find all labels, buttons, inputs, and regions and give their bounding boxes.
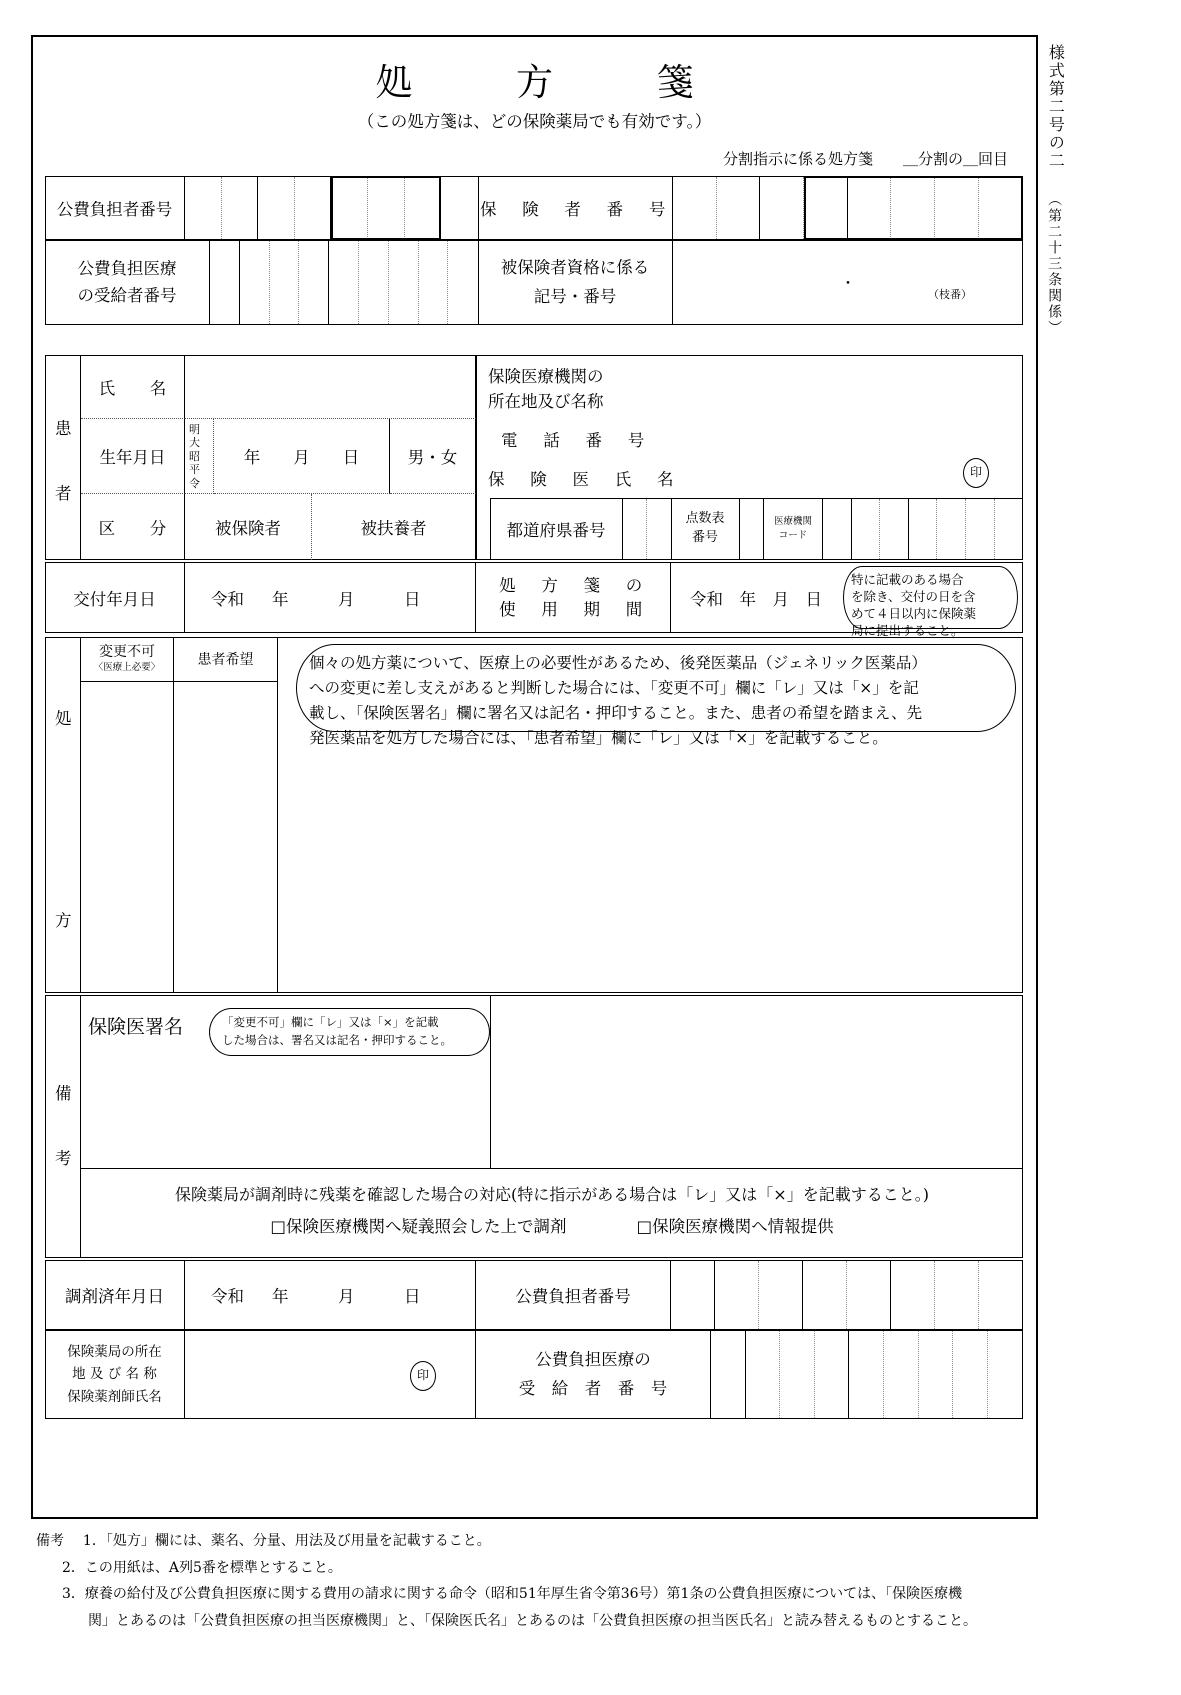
branch-number-label: （枝番） (928, 288, 972, 301)
institution-phone-label: 電 話 番 号 (501, 431, 649, 450)
issue-date-era: 令和 (211, 589, 244, 609)
issue-date-units: 年 月 日 (272, 589, 421, 609)
validity-line2: 使 用 期 間 (499, 599, 647, 619)
institution-code-line1: 医療機関 (773, 515, 812, 527)
dispensing-public-payer-cells[interactable] (671, 1261, 1023, 1329)
public-recipient-line1: 公費負担医療の (535, 1350, 651, 1370)
insured-qualification-label (478, 240, 673, 325)
patient-name-input[interactable] (185, 355, 476, 419)
qualification-dot: ・ (840, 274, 856, 292)
remarks-section-label (45, 995, 81, 1258)
public-payer-number-label: 公費負担者番号 (45, 176, 185, 240)
institution-code-cells[interactable] (823, 499, 1023, 559)
split-instruction-label: 分割指示に係る処方箋 (722, 150, 873, 168)
points-table-number-label (671, 498, 740, 560)
generic-note-line3: 載し、「保険医署名」欄に署名又は記名・押印すること。また、患者の希望を踏まえ、先 (309, 704, 923, 723)
prescription-label-char-1: 処 (55, 709, 72, 728)
patient-category-dependent[interactable]: 被扶養者 (312, 494, 476, 560)
validity-period-label (476, 562, 671, 633)
public-payer-number-emphasis-box (331, 176, 441, 240)
patient-request-checkbox-column[interactable] (174, 682, 278, 993)
patient-section-label (45, 355, 81, 560)
no-change-header (81, 637, 174, 682)
insurer-number-emphasis-box (804, 176, 1023, 240)
insurer-number-label: 保 険 者 番 号 (478, 176, 673, 240)
patient-category-insured[interactable]: 被保険者 (185, 494, 312, 560)
form-style-label: 様式第二号の二 (1046, 44, 1066, 170)
public-recipient-number-line2: の受給者番号 (77, 285, 177, 305)
doctor-seal-icon (963, 458, 989, 488)
issue-date-value[interactable] (185, 562, 476, 633)
pharmacy-label (45, 1330, 185, 1419)
signature-note-line1: 「変更不可」欄に「レ」又は「×」を記載 (222, 1015, 439, 1029)
footnote-text-2: 2．この用紙は、A列5番を標準とすること。 (62, 1559, 342, 1576)
generic-note-line4: 発医薬品を処方した場合には、「患者希望」欄に「レ」又は「×」を記載すること。 (309, 729, 888, 748)
institution-doctor-name-label: 保 険 医 氏 名 (488, 470, 679, 489)
patient-birthdate-value[interactable]: 年 月 日 (214, 419, 390, 494)
patient-gender[interactable]: 男・女 (390, 419, 476, 494)
prescription-label-char-2: 方 (55, 911, 72, 930)
checkbox-information[interactable]: □保険医療機関へ情報提供 (636, 1217, 834, 1236)
signature-note (209, 1008, 490, 1056)
pharmacy-input[interactable] (185, 1330, 476, 1419)
era-showa: 昭 (189, 449, 200, 463)
issue-date-label: 交付年月日 (45, 562, 185, 633)
validity-note-line3: めて４日以内に保険薬 (851, 605, 977, 621)
remarks-divider (81, 1168, 1023, 1169)
prefecture-number-label: 都道府県番号 (490, 498, 623, 560)
public-recipient-number-label (45, 240, 210, 325)
footnote-text-1: 1．「処方」欄には、薬名、分量、用法及び用量を記載すること。 (82, 1533, 491, 1549)
institution-code-line2: コード (778, 530, 808, 541)
checkbox-inquiry[interactable]: □保険医療機関へ疑義照会した上で調剤 (270, 1217, 567, 1236)
points-table-number-cell[interactable] (740, 499, 764, 559)
insured-qualification-value[interactable] (673, 240, 1023, 325)
validity-note-line1: 特に記載のある場合 (851, 572, 964, 587)
public-recipient-number-line1: 公費負担医療 (77, 259, 177, 279)
dispensed-date-units: 年 月 日 (272, 1287, 421, 1306)
footnote-item-3 (36, 1581, 1046, 1608)
patient-name-label: 氏 名 (81, 355, 185, 419)
dispensing-public-recipient-label (476, 1330, 711, 1419)
generic-note-line1: 個々の処方薬について、医療上の必要性があるため、後発医薬品（ジェネリック医薬品） (309, 654, 927, 672)
pharmacy-line3: 保険薬剤師氏名 (67, 1388, 162, 1405)
patient-era-column[interactable] (185, 419, 214, 494)
validity-period-note (843, 566, 1018, 638)
no-change-line1: 変更不可 (99, 644, 155, 661)
dispensed-date-label: 調剤済年月日 (45, 1260, 185, 1330)
points-table-line1: 点数表 (685, 511, 725, 527)
patient-category-label: 区 分 (81, 494, 185, 560)
public-recipient-line2: 受 給 者 番 号 (518, 1378, 668, 1398)
institution-address-line1: 保険医療機関の (488, 367, 604, 386)
page-title: 処 方 箋 (375, 61, 727, 104)
public-recipient-number-cells[interactable] (210, 241, 478, 324)
institution-code-label (764, 498, 823, 560)
era-meiji: 明 (189, 423, 200, 436)
pharmacist-seal-icon (410, 1361, 436, 1391)
institution-address-line2: 所在地及び名称 (488, 391, 604, 411)
generic-note-line2: への変更に差し支えがあると判断した場合には、「変更不可」欄に「レ」又は「×」を記 (309, 679, 919, 698)
prescription-section-label (45, 637, 81, 993)
points-table-line2: 番号 (691, 530, 718, 545)
validity-note-line4: 局に提出すること。 (851, 622, 964, 638)
dispensing-public-payer-label: 公費負担者番号 (476, 1260, 671, 1330)
split-instruction-note (31, 148, 1008, 169)
pharmacy-line1: 保険薬局の所在 (67, 1344, 162, 1361)
pharmacy-line2: 地 及 び 名 称 (72, 1366, 157, 1383)
era-taisho: 大 (189, 436, 200, 450)
dispensed-date-era: 令和 (211, 1287, 244, 1306)
insured-qualification-line2: 記号・番号 (533, 286, 617, 306)
split-instruction-value: ＿分割の＿回目 (902, 150, 1008, 168)
generic-substitution-note (296, 644, 1016, 748)
seal-mark: 印 (963, 458, 989, 488)
institution-address-name-label (488, 365, 604, 415)
signature-note-line2: した場合は、署名又は記名・押印すること。 (222, 1033, 452, 1048)
validity-line1: 処 方 箋 の (499, 575, 647, 595)
remarks-label-char-1: 備 (55, 1084, 72, 1103)
prescription-content-area[interactable] (278, 737, 1023, 993)
no-change-checkbox-column[interactable] (81, 682, 174, 993)
residual-drug-note: 保険薬局が調剤時に残薬を確認した場合の対応(特に指示がある場合は「レ」又は「×」を記載すること。) (175, 1184, 929, 1204)
era-reiwa: 令 (189, 476, 200, 490)
footnote-item-2 (36, 1555, 1046, 1582)
pharmacist-seal-mark: 印 (410, 1361, 436, 1391)
patient-label-char-2: 者 (55, 484, 72, 503)
footnote-label: 備考 (36, 1533, 64, 1549)
residual-drug-checkboxes[interactable] (81, 1210, 1023, 1240)
no-change-line2: 〈医療上必要〉 (93, 661, 161, 673)
footnote-item-3-cont (36, 1608, 1046, 1635)
validity-period-value[interactable]: 令和 年 月 日 (690, 589, 822, 609)
footnote-text-3-line1: 3．療養の給付及び公費負担医療に関する費用の請求に関する命令（昭和51年厚生省令第36号）第1条の公費負担医療については、「保険医療機 (62, 1586, 963, 1603)
insured-qualification-line1: 被保険者資格に係る (500, 258, 650, 278)
doctor-signature-input[interactable] (490, 995, 1023, 1168)
patient-label-char-1: 患 (55, 419, 72, 438)
footnotes (36, 1528, 1046, 1634)
page-subtitle: （この処方箋は、どの保険薬局でも有効です。） (357, 112, 712, 131)
divider-3 (476, 355, 477, 560)
doctor-signature-label: 保険医署名 (88, 1016, 184, 1038)
prefecture-number-cells[interactable] (623, 499, 671, 559)
validity-note-line2: を除き、交付の日を含 (851, 588, 976, 604)
dispensing-public-recipient-cells[interactable] (711, 1331, 1023, 1418)
remarks-label-char-2: 考 (55, 1149, 72, 1168)
patient-birthdate-label: 生年月日 (81, 419, 185, 494)
form-article-label: （第二十三条関係） (1046, 192, 1063, 336)
era-heisei: 平 (189, 463, 200, 477)
dispensed-date-value[interactable] (185, 1260, 476, 1330)
patient-request-header: 患者希望 (174, 637, 278, 682)
footnote-item-1 (36, 1528, 1046, 1555)
footnote-text-3-line2: 関」とあるのは「公費負担医療の担当医療機関」と、「保険医氏名」とあるのは「公費負担医療の担当医氏名」と読み替えるものとすること。 (88, 1612, 977, 1629)
